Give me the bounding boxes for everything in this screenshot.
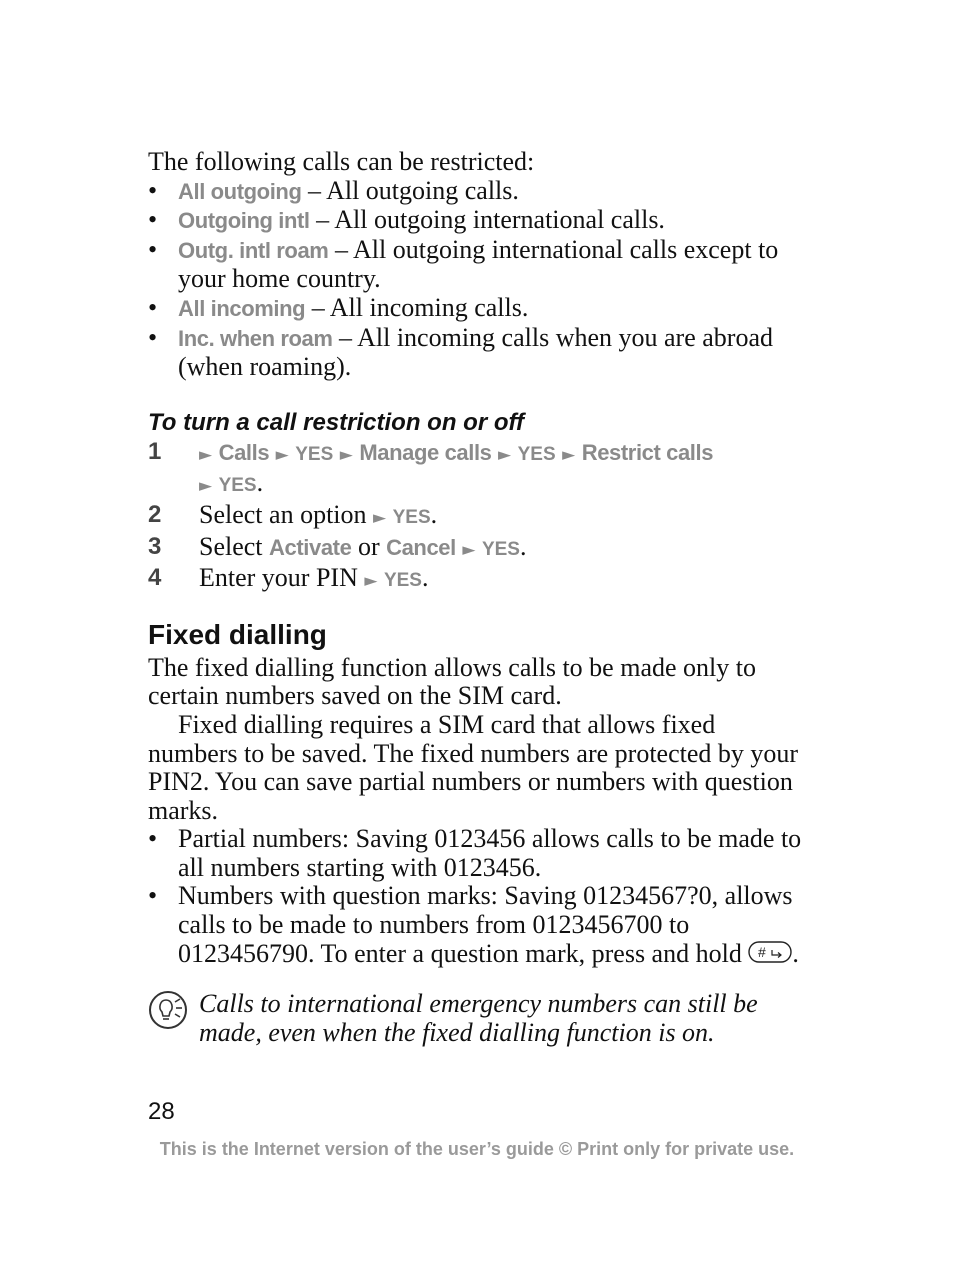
section-heading: Fixed dialling xyxy=(148,618,327,650)
list-item xyxy=(148,324,808,382)
paragraph: The fixed dialling function allows calls to be made only to certain numbers saved on the SIM card. xyxy=(148,652,756,711)
step-3 xyxy=(148,533,808,565)
arrow-icon: ► xyxy=(199,444,213,465)
tip-note xyxy=(148,990,808,1047)
menu-item-all-incoming: All incoming xyxy=(178,295,306,321)
yes-key-label: YES xyxy=(481,538,520,560)
list-item-desc: – All incoming calls. xyxy=(305,292,529,322)
list-item xyxy=(148,177,808,207)
page-content xyxy=(148,148,808,1047)
step-number: 2 xyxy=(148,500,162,528)
bullet: • xyxy=(148,824,158,854)
menu-restrict-calls: Restrict calls xyxy=(581,439,714,465)
menu-cancel: Cancel xyxy=(386,534,456,560)
list-item xyxy=(148,882,808,968)
tip-text: Calls to international emergency numbers can still be made, even when the fixed dialling function is on. xyxy=(199,989,758,1047)
bullet: • xyxy=(148,234,158,264)
bullet: • xyxy=(148,881,158,911)
arrow-icon: ► xyxy=(373,507,387,528)
step-end: . xyxy=(256,468,264,498)
step-end: . xyxy=(430,499,438,529)
list-item-text: Partial numbers: Saving 0123456 allows calls to be made to all numbers starting with 0123456. xyxy=(178,824,802,882)
bullet: • xyxy=(148,292,158,322)
arrow-icon: ► xyxy=(498,444,512,465)
bullet: • xyxy=(148,322,158,352)
procedure-steps xyxy=(148,438,808,596)
arrow-icon: ► xyxy=(364,571,378,592)
menu-item-inc-when-roam: Inc. when roam xyxy=(178,325,333,351)
yes-key-label: YES xyxy=(218,475,257,497)
page-number: 28 xyxy=(148,1098,175,1125)
arrow-icon: ► xyxy=(275,444,289,465)
arrow-icon: ► xyxy=(462,539,476,560)
arrow-icon: ► xyxy=(562,444,576,465)
bullet: • xyxy=(148,175,158,205)
step-end: . xyxy=(519,531,527,561)
fixed-dialling-list xyxy=(148,825,808,968)
list-item-desc: – All outgoing calls. xyxy=(301,175,519,205)
bullet: • xyxy=(148,205,158,235)
step-number: 3 xyxy=(148,532,162,560)
menu-item-all-outgoing: All outgoing xyxy=(178,178,302,204)
menu-manage-calls: Manage calls xyxy=(359,439,492,465)
step-number: 4 xyxy=(148,564,162,592)
yes-key-label: YES xyxy=(383,570,422,592)
arrow-icon: ► xyxy=(339,444,353,465)
yes-key-label: YES xyxy=(392,506,431,528)
intro-text: The following calls can be restricted: xyxy=(148,147,535,176)
list-item-text: Numbers with question marks: Saving 01234567?0, allows calls to be made to numbers from 0123456700 to 0123456790. To enter a question mark, press and hold xyxy=(178,881,793,968)
yes-key-label: YES xyxy=(295,443,334,465)
menu-item-outgoing-intl: Outgoing intl xyxy=(178,208,310,234)
restriction-list xyxy=(148,177,808,382)
list-item-desc: – All incoming calls when you are abroad (when roaming). xyxy=(178,322,773,382)
hash-key-icon xyxy=(748,941,792,963)
footer-notice: This is the Internet version of the user’s guide © Print only for private use. xyxy=(159,1139,795,1159)
step-text: Select an option xyxy=(199,499,367,529)
arrow-icon: ► xyxy=(199,476,213,497)
list-item xyxy=(148,825,808,882)
step-end: . xyxy=(421,563,429,593)
lightbulb-tip-icon xyxy=(148,990,188,1030)
paragraph: Fixed dialling requires a SIM card that allows fixed numbers to be saved. The fixed numbers are protected by your PIN2. You can save partial numbers or numbers with question marks. xyxy=(148,709,799,825)
list-item-end: . xyxy=(792,938,799,968)
list-item xyxy=(148,294,808,324)
svg-text:#: # xyxy=(758,943,767,960)
list-item xyxy=(148,236,808,294)
list-item-desc: – All outgoing international calls. xyxy=(309,205,665,235)
list-item xyxy=(148,206,808,236)
menu-calls: Calls xyxy=(218,439,270,465)
step-1 xyxy=(148,438,808,501)
step-text: Enter your PIN xyxy=(199,563,358,593)
procedure-title: To turn a call restriction on or off xyxy=(148,408,525,436)
list-item-desc: – All outgoing international calls except to your home country. xyxy=(178,234,779,294)
yes-key-label: YES xyxy=(517,443,556,465)
menu-activate: Activate xyxy=(269,534,352,560)
step-number: 1 xyxy=(148,437,162,465)
step-4 xyxy=(148,564,808,596)
step-text: Select xyxy=(199,531,270,561)
step-2 xyxy=(148,501,808,533)
step-text: or xyxy=(351,531,387,561)
menu-item-outg-intl-roam: Outg. intl roam xyxy=(178,237,329,263)
